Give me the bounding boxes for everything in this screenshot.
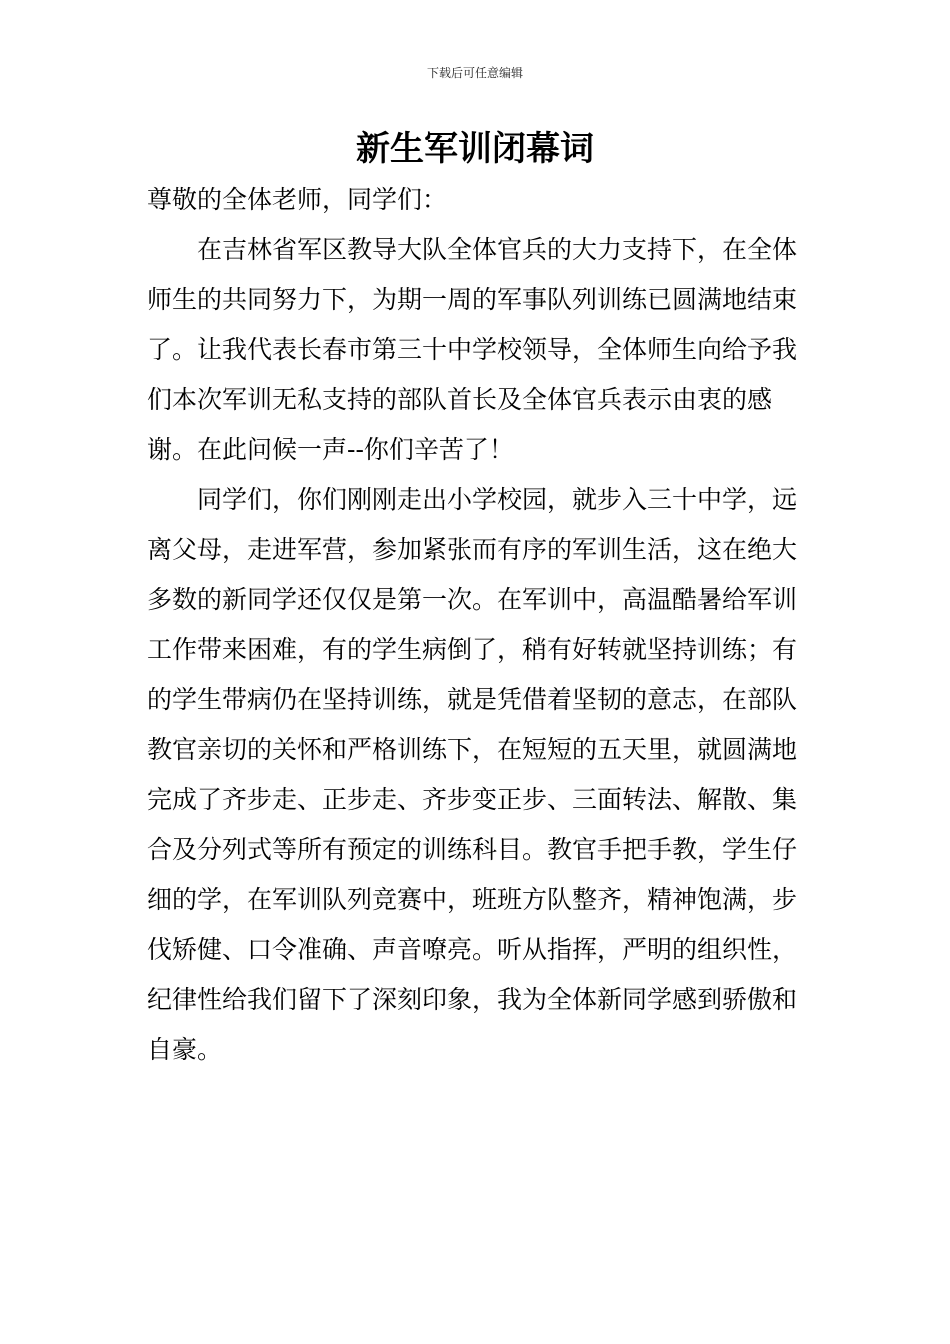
document-title: 新生军训闭幕词 [356,129,594,169]
paragraph-1: 在吉林省军区教导大队全体官兵的大力支持下，在全体师生的共同努力下，为期一周的军事队列训练已圆满地结束了。让我代表长春市第三十中学校领导，全体师生向给予我们本次军训无私支持的部队首长及全体官兵表示由衷的感谢。在此问候一声--你们辛苦了！ [147,235,798,464]
document-body [147,175,807,1075]
paragraph-2: 同学们，你们刚刚走出小学校园，就步入三十中学，远离父母，走进军营，参加紧张而有序的军训生活，这在绝大多数的新同学还仅仅是第一次。在军训中，高温酷暑给军训工作带来困难，有的学生病倒了，稍有好转就坚持训练；有的学生带病仍在坚持训练，就是凭借着坚韧的意志，在部队教官亲切的关怀和严格训练下，在短短的五天里，就圆满地完成了齐步走、正步走、齐步变正步、三面转法、解散、集合及分列式等所有预定的训练科目。教官手把手教，学生仔细的学，在军训队列竞赛中，班班方队整齐，精神饱满，步伐矫健、口令准确、声音嘹亮。听从指挥，严明的组织性，纪律性给我们留下了深刻印象，我为全体新同学感到骄傲和自豪。 [147,485,798,1064]
salutation: 尊敬的全体老师，同学们： [147,185,448,214]
header-note: 下载后可任意编辑 [426,66,523,80]
